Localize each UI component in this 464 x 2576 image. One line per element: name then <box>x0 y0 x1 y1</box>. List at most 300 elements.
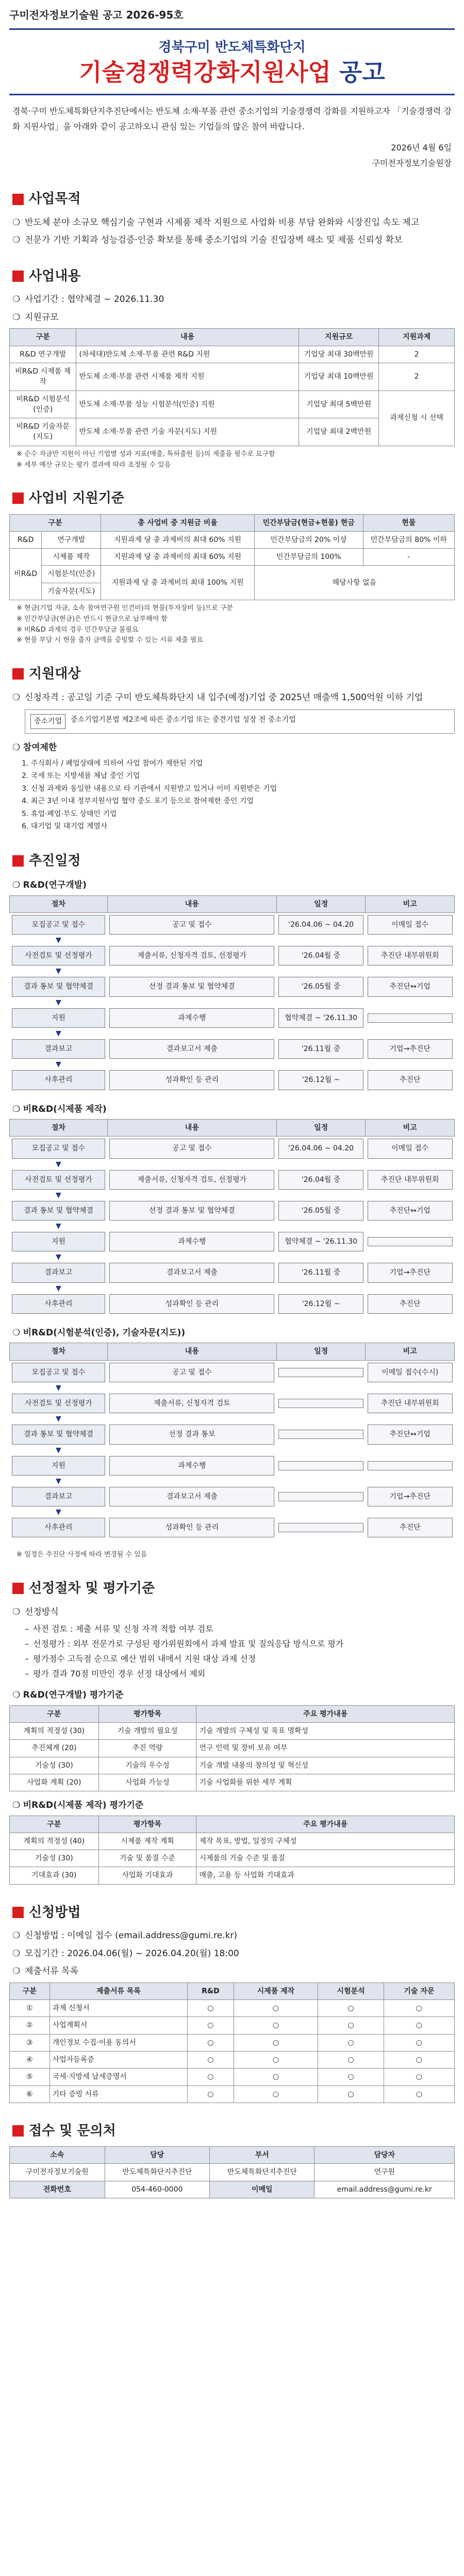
flow-step: 제출서류, 신청자격 검토, 선정평가 <box>109 946 274 965</box>
flow-tbody <box>10 1137 455 1316</box>
table-cell: 계획의 적정성 (40) <box>10 1833 99 1850</box>
table-cell: 추진체계 (20) <box>10 1740 99 1757</box>
flow-cell <box>10 1392 108 1415</box>
table-cell: ① <box>10 2000 50 2017</box>
flow-step: 추진단 <box>368 1518 453 1537</box>
flow-cell <box>107 1068 276 1092</box>
table-row <box>10 2181 455 2198</box>
flow-step <box>368 1237 453 1246</box>
square-icon <box>12 194 24 205</box>
flow-step: 성과확인 등 관리 <box>109 1070 274 1090</box>
table-header: 절차 <box>10 1119 108 1136</box>
table-row <box>10 2034 455 2051</box>
list-item: 1. 주식회사 / 폐업상태에 의하여 사업 참여가 제한된 기업 <box>22 759 203 768</box>
table-cell: 민간부담금의 100% <box>254 549 363 566</box>
flow-step: 결과보고서 제출 <box>109 1263 274 1282</box>
flow-step: 추진단↔기업 <box>368 977 453 996</box>
arrow-down-icon: ▼ <box>56 1446 61 1454</box>
table-cell: 시험분석(인증) <box>42 566 101 583</box>
table-cell: ○ <box>234 2069 318 2086</box>
flow-arrow-row <box>10 937 455 944</box>
table-cell: 기업당 최대 5백만원 <box>299 391 378 418</box>
flow-step: 추진단 <box>368 1294 453 1314</box>
flow-step: 선정 결과 통보 및 협약체결 <box>109 977 274 996</box>
flow-step: 추진단 <box>368 1070 453 1090</box>
flow-cell <box>107 1422 276 1446</box>
table-cell: 비R&D <box>10 549 42 600</box>
table-cell: 구미전자정보기술원 <box>10 2164 105 2181</box>
table-row <box>10 2164 455 2181</box>
flow-step: 과제수행 <box>109 1456 274 1476</box>
flow-step <box>278 1399 363 1408</box>
square-icon <box>12 2125 24 2137</box>
rnd-criteria-body <box>10 1722 455 1791</box>
flow-cell <box>366 1230 455 1253</box>
flow-arrow-row <box>10 1253 455 1261</box>
table-header: 기술 자문 <box>384 1982 454 1999</box>
table-row <box>10 363 455 391</box>
flow-step: 추진단↔기업 <box>368 1201 453 1221</box>
flow-row <box>10 1292 455 1316</box>
arrow-down-icon: ▼ <box>56 936 61 945</box>
bullet-item: ❍ 사업기간 : 협약체결 ~ 2026.11.30 <box>9 292 455 308</box>
table-row <box>10 566 455 583</box>
table-cell: 매출, 고용 등 사업화 기대효과 <box>196 1867 455 1884</box>
flow-cell <box>10 1516 108 1539</box>
section-title: 사업비 지원기준 <box>29 490 124 506</box>
flow-step <box>278 1523 363 1532</box>
flow-step: 공고 및 접수 <box>109 915 274 935</box>
notice-number: 구미전자정보기술원 공고 2026-95호 <box>9 9 184 21</box>
table-header: 지원과제 <box>379 329 455 346</box>
title-main-red: 기술경쟁력강화지원사업 <box>79 58 331 87</box>
flow-step: 기업→추진단 <box>368 1487 453 1506</box>
flow-cell <box>366 1485 455 1509</box>
bullet-item: ❍ 신청방법 : 이메일 접수 (email.address@gumi.re.kr) <box>9 1928 455 1944</box>
bullet-item: ❍ 선정방식 <box>9 1604 455 1620</box>
flow-cell <box>107 1360 276 1384</box>
table-cell: 기업당 최대 2백만원 <box>299 418 378 446</box>
flow-row <box>10 1137 455 1161</box>
table-note: ※ 현물 부담 시 현물 출자 금액을 증빙할 수 있는 서류 제출 필요 <box>16 636 203 645</box>
flow-step: 선정 결과 통보 <box>109 1425 274 1444</box>
flow-table <box>9 1343 455 1539</box>
flow-head: ❍ R&D(연구개발) <box>12 878 455 892</box>
flow-step: 협약체결 ~ '26.11.30 <box>278 1008 363 1028</box>
flow-cell <box>366 944 455 968</box>
flow-cell <box>366 1199 455 1223</box>
table-row <box>10 1833 455 1850</box>
flow-step: 선정 결과 통보 및 협약체결 <box>109 1201 274 1221</box>
table-row <box>10 1343 455 1360</box>
table-cell: 반도체특화단지추진단 <box>105 2164 209 2181</box>
flow-cell <box>276 1422 366 1446</box>
flow-table <box>9 895 455 1092</box>
flow-cell <box>107 1230 276 1253</box>
flow-row <box>10 1516 455 1539</box>
section-title: 사업내용 <box>29 268 81 284</box>
table-header: 민간부담금(현금+현물) 현금 <box>254 514 363 531</box>
flow-step: 공고 및 접수 <box>109 1139 274 1158</box>
flow-arrow-row <box>10 1192 455 1199</box>
table-cell: 제작 목표, 방법, 일정의 구체성 <box>196 1833 455 1850</box>
arrow-down-icon: ▼ <box>56 1508 61 1517</box>
flow-step: 제출서류, 신청자격 검토 <box>109 1394 274 1413</box>
flow-cell <box>276 1199 366 1223</box>
table-header: 내용 <box>76 329 299 346</box>
table-header: R&D <box>188 1982 234 1999</box>
arrow-down-icon: ▼ <box>56 1383 61 1392</box>
table-header: 담당 <box>105 2147 209 2164</box>
flow-cell <box>276 1037 366 1061</box>
flow-step: 사전검토 및 선정평가 <box>12 1394 106 1413</box>
table-row <box>10 2000 455 2017</box>
list-item: 3. 신청 과제와 동일한 내용으로 타 기관에서 지원받고 있거나 이미 지원받은 기업 <box>22 784 277 793</box>
flow-step: 모집공고 및 접수 <box>12 915 106 935</box>
flow-step <box>368 1461 453 1470</box>
flow-cell <box>366 1006 455 1030</box>
table-header: 내용 <box>107 895 276 912</box>
flow-cell <box>10 1261 108 1284</box>
flow-cell <box>107 1199 276 1223</box>
flow-spacer <box>107 1447 454 1454</box>
flow-cell <box>10 1422 108 1446</box>
flow-cell <box>276 1516 366 1539</box>
table-row <box>10 2051 455 2068</box>
flow-step: 모집공고 및 접수 <box>12 1363 106 1382</box>
flow-spacer <box>107 1509 454 1516</box>
flow-cell <box>276 1137 366 1161</box>
flow-cell <box>366 1037 455 1061</box>
list-item: 2. 국세 또는 지방세를 체납 중인 기업 <box>22 772 140 781</box>
flow-row <box>10 1199 455 1223</box>
table-cell: 기타 증빙 서류 <box>49 2086 188 2103</box>
flow-arrow-row <box>10 1509 455 1516</box>
flow-cell <box>366 1261 455 1284</box>
table-row <box>10 2069 455 2086</box>
arrow-down-icon: ▼ <box>56 1222 61 1231</box>
bullet-item: ❍ 반도체 분야 소규모 핵심기술 구현과 시제품 제작 지원으로 사업화 비용 부담 완화와 시장진입 속도 제고 <box>9 215 455 231</box>
flow-step: '26.05월 중 <box>278 977 363 996</box>
flow-tbody <box>10 1360 455 1539</box>
flow-spacer <box>107 1030 454 1037</box>
flow-step <box>278 1461 363 1470</box>
title-sub: 경북구미 반도체특화단지 <box>158 40 306 55</box>
table-cell: 추진 역량 <box>98 1740 196 1757</box>
table-cell: ○ <box>234 2000 318 2017</box>
section-title: 신청방법 <box>29 1904 81 1920</box>
flow-arrow-row <box>10 1161 455 1168</box>
flow-step: 추진단↔기업 <box>368 1425 453 1444</box>
section-title: 접수 및 문의처 <box>29 2123 116 2139</box>
flow-row <box>10 944 455 968</box>
table-cell: 시제품 제작 <box>42 549 101 566</box>
funding-table <box>9 514 455 600</box>
flow-step: '26.04.06 ~ 04.20 <box>278 1139 363 1158</box>
flow-arrow-row <box>10 999 455 1006</box>
bullet-item: ❍ 전문가 기반 기획과 성능검증·인증 확보를 통해 중소기업의 기술 진입장벽 해소 및 제품 신뢰성 확보 <box>9 232 455 248</box>
flow-head: ❍ 비R&D(시험분석(인증), 기술자문(지도)) <box>12 1326 455 1340</box>
table-cell: 기술 개발의 필요성 <box>98 1722 196 1739</box>
flow-cell <box>276 1485 366 1509</box>
flow-spacer <box>107 1253 454 1261</box>
table-cell: 기술자문(지도) <box>42 583 101 600</box>
flow-step: 사후관리 <box>12 1294 106 1314</box>
table-cell: ○ <box>384 2017 454 2034</box>
flow-row <box>10 1168 455 1192</box>
flow-step: 성과확인 등 관리 <box>109 1518 274 1537</box>
square-icon <box>12 855 24 867</box>
flow-step: 결과 통보 및 협약체결 <box>12 1425 106 1444</box>
table-header: 구분 <box>10 329 76 346</box>
table-cell: 기술 개발의 구체성 및 목표 명확성 <box>196 1722 455 1739</box>
arrow-down-icon: ▼ <box>56 1160 61 1168</box>
table-cell: 비R&D 기술자문(지도) <box>10 418 76 446</box>
list-item: 6. 대기업 및 대기업 계열사 <box>22 822 108 831</box>
flow-cell <box>366 975 455 998</box>
table-header: 구분 <box>10 514 101 531</box>
table-cell: ○ <box>234 2017 318 2034</box>
flow-step: 과제수행 <box>109 1008 274 1028</box>
documents-table <box>9 1982 455 2103</box>
table-note: ※ 민간부담금(현금)은 반드시 현금으로 납부해야 함 <box>16 615 168 623</box>
flow-cell <box>366 1516 455 1539</box>
flow-step: 기업→추진단 <box>368 1039 453 1059</box>
table-header: 절차 <box>10 895 108 912</box>
flow-cell <box>366 912 455 937</box>
flow-arrow-row <box>10 1061 455 1068</box>
table-cell: ○ <box>234 2034 318 2051</box>
sme-box <box>25 709 455 733</box>
table-cell: ○ <box>318 2069 384 2086</box>
flow-step: 추진단 내부위원회 <box>368 1394 453 1413</box>
table-cell: 해당사항 없음 <box>254 566 454 600</box>
flow-cell <box>10 1360 108 1384</box>
table-row <box>10 2017 455 2034</box>
flow-step: 결과보고 <box>12 1039 106 1059</box>
square-icon <box>12 668 24 680</box>
flow-row <box>10 1037 455 1061</box>
table-cell: ④ <box>10 2051 50 2068</box>
flow-step: 결과보고서 제출 <box>109 1039 274 1059</box>
flow-row <box>10 1392 455 1415</box>
flow-step: 결과보고서 제출 <box>109 1487 274 1506</box>
table-header: 담당자 <box>314 2147 455 2164</box>
flow-step: '26.11월 중 <box>278 1263 363 1282</box>
nonrnd-criteria-head: ❍ 비R&D(시제품 제작) 평가기준 <box>12 1799 455 1812</box>
table-cell: ○ <box>384 2034 454 2051</box>
flow-step <box>368 1013 453 1023</box>
flow-cell <box>276 1392 366 1415</box>
flow-step: 기업→추진단 <box>368 1263 453 1282</box>
table-cell: 기술 개발 내용의 창의성 및 혁신성 <box>196 1757 455 1774</box>
flow-row <box>10 1230 455 1253</box>
flow-head: ❍ 비R&D(시제품 제작) <box>12 1103 455 1116</box>
flow-step <box>278 1492 363 1501</box>
flow-cell <box>10 1199 108 1223</box>
table-cell: ○ <box>188 2086 234 2103</box>
table-cell: R&D 연구개발 <box>10 346 76 363</box>
flow-step: 사전검토 및 선정평가 <box>12 1170 106 1190</box>
table-cell: ③ <box>10 2034 50 2051</box>
arrow-down-icon: ▼ <box>56 967 61 976</box>
flow-spacer <box>107 1285 454 1292</box>
flow-step: '26.12월 ~ <box>278 1294 363 1314</box>
table-note: ※ 현금(기업 자금, 소속 참여연구원 인건비)의 현물(투자장비 등)으로 구분 <box>16 604 233 613</box>
bullet-item: ❍ 지원규모 <box>9 310 455 326</box>
flow-cell <box>10 1485 108 1509</box>
square-icon <box>12 493 24 504</box>
table-cell: 연구 인력 및 장비 보유 여부 <box>196 1740 455 1757</box>
table-cell: 사업계획서 <box>49 2017 188 2034</box>
table-cell: 기술의 우수성 <box>98 1757 196 1774</box>
flow-step: 사후관리 <box>12 1070 106 1090</box>
flow-cell <box>366 1068 455 1092</box>
flow-spacer <box>107 1384 454 1392</box>
sme-tag: 중소기업 <box>30 714 65 728</box>
flow-spacer <box>107 937 454 944</box>
flow-step: 이메일 접수(수시) <box>368 1363 453 1382</box>
flow-arrow-row <box>10 1285 455 1292</box>
table-cell: 지원과제 당 총 과제비의 최대 60% 지원 <box>101 549 255 566</box>
flow-step: 결과 통보 및 협약체결 <box>12 1201 106 1221</box>
table-cell: 반도체 소재·부품 성능 시험분석(인증) 지원 <box>76 391 299 418</box>
table-cell: 과제 신청서 <box>49 2000 188 2017</box>
flow-step: 이메일 접수 <box>368 1139 453 1158</box>
table-header: 비고 <box>366 895 455 912</box>
arrow-down-icon: ▼ <box>56 1191 61 1199</box>
flow-row <box>10 1454 455 1478</box>
flow-step: 추진단 내부위원회 <box>368 1170 453 1190</box>
table-cell: ○ <box>384 2000 454 2017</box>
flow-cell <box>366 1168 455 1192</box>
section-head <box>9 1578 455 1599</box>
flow-step: '26.04월 중 <box>278 1170 363 1190</box>
table-header: 평가항목 <box>98 1816 196 1833</box>
table-header: 시험분석 <box>318 1982 384 1999</box>
table-header: 구분 <box>10 1705 99 1722</box>
flow-step: 결과보고 <box>12 1263 106 1282</box>
arrow-down-icon: ▼ <box>56 998 61 1007</box>
flow-cell <box>276 1261 366 1284</box>
section-head <box>9 266 455 286</box>
table-header: 평가항목 <box>98 1705 196 1722</box>
flow-cell <box>107 1168 276 1192</box>
table-cell: 사업화 기대효과 <box>98 1867 196 1884</box>
flow-cell <box>276 975 366 998</box>
square-icon <box>12 1907 24 1918</box>
flow-arrow-row <box>10 1030 455 1037</box>
schedule-note: ※ 일정은 추진단 사정에 따라 변경될 수 있음 <box>16 1551 147 1559</box>
table-row <box>10 346 455 363</box>
sign-org: 구미전자정보기술원장 <box>372 158 452 168</box>
section-head <box>9 488 455 509</box>
nonrnd-criteria-body <box>10 1833 455 1884</box>
flow-arrow-row <box>10 1447 455 1454</box>
flow-step: 성과확인 등 관리 <box>109 1294 274 1314</box>
flow-cell <box>10 1006 108 1030</box>
support-scale-table <box>9 328 455 446</box>
flow-step: 과제수행 <box>109 1232 274 1251</box>
section-eligibility <box>9 664 455 833</box>
flow-cell <box>276 1006 366 1030</box>
table-cell: 사업화 계획 (20) <box>10 1774 99 1791</box>
table-cell: 비R&D 시험분석(인증) <box>10 391 76 418</box>
flow-cell <box>276 1292 366 1316</box>
table-header: 제출서류 목록 <box>49 1982 188 1999</box>
table-row <box>10 1850 455 1867</box>
flow-row <box>10 1261 455 1284</box>
table-cell: ○ <box>384 2086 454 2103</box>
table-cell: 비R&D 시제품 제작 <box>10 363 76 391</box>
title-main <box>9 58 455 88</box>
flow-cell <box>107 1137 276 1161</box>
schedule-flows <box>9 878 455 1539</box>
flow-thead <box>10 1343 455 1360</box>
table-row <box>10 1774 455 1791</box>
intro-text: 경북·구미 반도체특화단지추진단에서는 반도체 소재·부품 관련 중소기업의 기술경쟁력 강화를 지원하고자 「기술경쟁력 강화 지원사업」을 아래와 같이 공고하오니 관심 있는 기업들의 많은 참여 바랍니다. <box>12 106 452 132</box>
table-cell: ○ <box>384 2069 454 2086</box>
flow-step: 제출서류, 신청자격 검토, 선정평가 <box>109 1170 274 1190</box>
flow-step: 지원 <box>12 1008 106 1028</box>
table-cell: 기술성 (30) <box>10 1757 99 1774</box>
table-cell: 민간부담금의 80% 이하 <box>363 531 454 548</box>
flow-spacer <box>107 1061 454 1068</box>
flow-row <box>10 912 455 937</box>
section-title: 선정절차 및 평가기준 <box>29 1581 155 1597</box>
table-header: 총 사업비 중 지원금 비율 <box>101 514 255 531</box>
flow-cell <box>10 1037 108 1061</box>
flow-step: 지원 <box>12 1456 106 1476</box>
section-title: 추진일정 <box>29 853 81 869</box>
table-cell: 기업당 최대 30백만원 <box>299 346 378 363</box>
section-content <box>9 266 455 470</box>
table-header: 내용 <box>107 1343 276 1360</box>
sign-block <box>9 140 452 172</box>
table-header: 내용 <box>107 1119 276 1136</box>
flow-tbody <box>10 912 455 1092</box>
table-cell: 사업화 가능성 <box>98 1774 196 1791</box>
table-cell: 기술 및 품질 수준 <box>98 1850 196 1867</box>
arrow-down-icon: ▼ <box>56 1029 61 1038</box>
table-row <box>10 1867 455 1884</box>
sign-date: 2026년 4월 6일 <box>391 142 452 152</box>
contact-email[interactable]: email.address@gumi.re.kr <box>314 2181 455 2198</box>
table-cell: 전화번호 <box>10 2181 105 2198</box>
flow-cell <box>276 1454 366 1478</box>
flow-step: 사후관리 <box>12 1518 106 1537</box>
flow-cell <box>107 1454 276 1478</box>
flow-row <box>10 1068 455 1092</box>
table-row <box>10 1757 455 1774</box>
flow-step <box>278 1430 363 1439</box>
table-cell: 지원과제 당 총 과제비의 최대 60% 지원 <box>101 531 255 548</box>
caution-head: ❍ 참여제한 <box>12 741 455 754</box>
table-cell: 2 <box>379 363 455 391</box>
flow-arrow-row <box>10 1478 455 1485</box>
table-cell: 반도체 소재·부품 관련 기술 자문(지도) 지원 <box>76 418 299 446</box>
arrow-down-icon: ▼ <box>56 1253 61 1262</box>
table-header: 소속 <box>10 2147 105 2164</box>
flow-step: 결과 통보 및 협약체결 <box>12 977 106 996</box>
flow-spacer <box>107 968 454 975</box>
flow-cell <box>107 1006 276 1030</box>
table-header: 부서 <box>210 2147 314 2164</box>
table-cell: ○ <box>188 2069 234 2086</box>
table-header: 일정 <box>276 1119 366 1136</box>
table-cell: 반도체 소재·부품 관련 시제품 제작 지원 <box>76 363 299 391</box>
flow-cell <box>366 1392 455 1415</box>
